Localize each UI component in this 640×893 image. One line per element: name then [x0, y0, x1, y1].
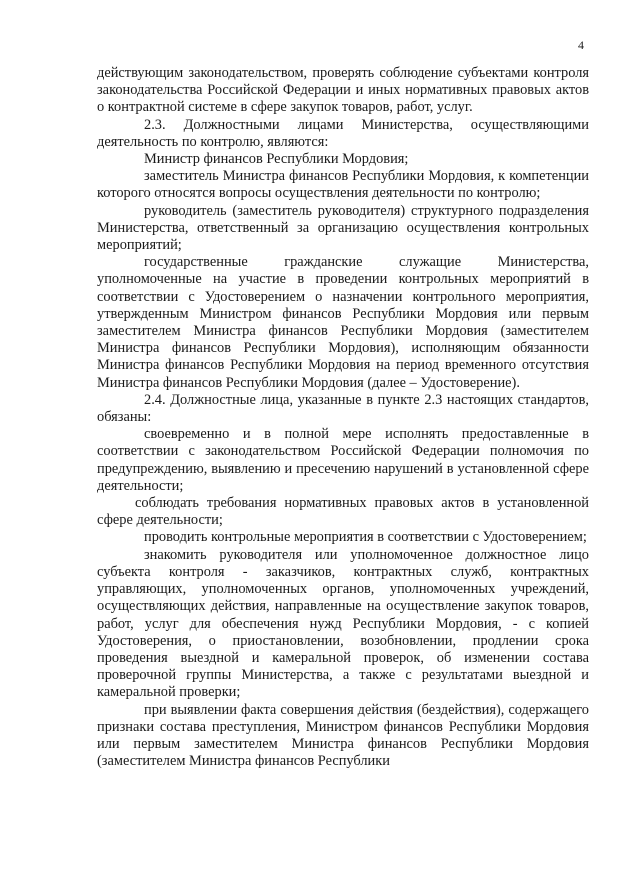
paragraph: руководитель (заместитель руководителя) структурного подразделения Министерства, ответственный за организацию осуществления контрольных мероприятий; [97, 202, 589, 254]
paragraph: знакомить руководителя или уполномоченное должностное лицо субъекта контроля - заказчиков, контрактных служб, контрактных управляющих, уполномоченных органов, уполномоченных учреждений, осуществляющих действия, направленные на осуществление закупок товаров, работ, услуг для обеспечения нужд Республики Мордовия, - с копией Удостоверения, о приостановлении, возобновлении, продлении срока проведения выездной и камеральной проверок, об изменении состава проверочной группы Министерства, а также с результатами выездной и камеральной проверки; [97, 546, 589, 701]
paragraph: Министр финансов Республики Мордовия; [144, 151, 409, 168]
paragraph: 2.3. Должностными лицами Министерства, осуществляющими деятельность по контролю, являются: [97, 116, 589, 150]
paragraph: государственные гражданские служащие Министерства, уполномоченные на участие в проведении контрольных мероприятий в соответствии с Удостоверением о назначении контрольного мероприятия, утвержденным Министром финансов Республики Мордовия или первым заместителем Министра финансов Республики Мордовия (заместителем Министра финансов Республики Мордовия), исполняющим обязанности Министра финансов Республики Мордовия на период временного отсутствия Министра финансов Республики Мордовия (далее – Удостоверение). [97, 254, 589, 391]
paragraph: действующим законодательством, проверять соблюдение субъектами контроля законодательства Российской Федерации и иных нормативных правовых актов о контрактной системе в сфере закупок товаров, работ, услуг. [97, 65, 589, 116]
paragraph: заместитель Министра финансов Республики Мордовия, к компетенции которого относятся вопросы осуществления деятельности по контролю; [97, 168, 589, 202]
document-body [97, 65, 589, 770]
paragraph: своевременно и в полной мере исполнять предоставленные в соответствии с законодательством Российской Федерации полномочия по предупреждению, выявлению и пресечению нарушений в установленной сфере деятельности; [97, 426, 589, 494]
paragraph: 2.4. Должностные лица, указанные в пункте 2.3 настоящих стандартов, обязаны: [97, 391, 589, 426]
paragraph: соблюдать требования нормативных правовых актов в установленной сфере деятельности; [97, 495, 589, 529]
paragraph: при выявлении факта совершения действия (бездействия), содержащего признаки состава преступления, Министром финансов Республики Мордовия или первым заместителем Министра финансов Республики Мордовия (заместителем Министра финансов Республики [97, 701, 589, 770]
paragraph: проводить контрольные мероприятия в соответствии с Удостоверением; [144, 529, 587, 546]
page-number: 4 [578, 38, 584, 52]
